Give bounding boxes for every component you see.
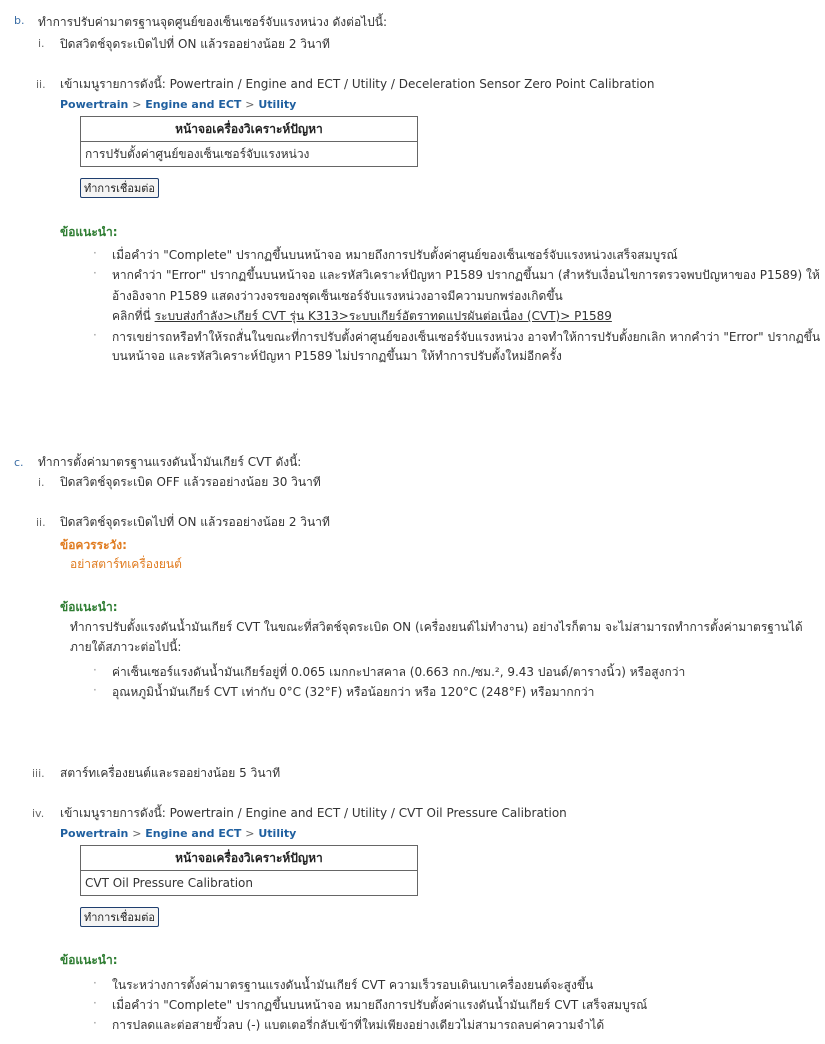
step-c-iv-text: เข้าเมนูรายการดังนี้: Powertrain / Engine and ECT / Utility / CVT Oil Pressure Calibration xyxy=(60,806,567,820)
breadcrumb-c-separator: > xyxy=(132,827,142,840)
tester-screen-table-c xyxy=(80,845,418,896)
breadcrumb-b xyxy=(60,98,296,111)
breadcrumb-b-utility[interactable]: Utility xyxy=(258,98,297,111)
step-c-i-text: ปิดสวิตช์จุดระเบิด OFF แล้วรออย่างน้อย 30 วินาที xyxy=(60,475,321,489)
note-b-3-line2: บนหน้าจอ และรหัสวิเคราะห์ปัญหา P1589 ไม่ปรากฏขึ้นมา ให้ทำการปรับตั้งใหม่อีกครั้ง xyxy=(112,349,562,363)
hint-title-c1: ข้อแนะนำ: xyxy=(60,600,118,614)
note-b-2-line1: หากคำว่า "Error" ปรากฏขึ้นบนหน้าจอ และรหัสวิเคราะห์ปัญหา P1589 ปรากฏขึ้นมา (สำหรับเงื่อนไขการตรวจพบปัญหาของ P1589) ให้ xyxy=(112,268,820,282)
step-c-iii-number: iii. xyxy=(32,767,45,780)
step-c-i-number: i. xyxy=(38,476,45,489)
table-b-row: การปรับตั้งค่าศูนย์ของเซ็นเซอร์จับแรงหน่วง xyxy=(81,142,418,167)
step-c-title: ทำการตั้งค่ามาตรฐานแรงดันน้ำมันเกียร์ CVT ดังนี้: xyxy=(38,455,302,469)
note-b-1: เมื่อคำว่า "Complete" ปรากฏขึ้นบนหน้าจอ หมายถึงการปรับตั้งค่าศูนย์ของเซ็นเซอร์จับแรงหน่วงเสร็จสมบูรณ์ xyxy=(112,248,678,262)
note-b-2-link-line xyxy=(112,307,612,326)
bullet-dot: · xyxy=(93,328,97,342)
breadcrumb-b-powertrain[interactable]: Powertrain xyxy=(60,98,129,111)
caution-title: ข้อควรระวัง: xyxy=(60,538,127,552)
note-c-2: เมื่อคำว่า "Complete" ปรากฏขึ้นบนหน้าจอ หมายถึงการปรับตั้งค่าแรงดันน้ำมันเกียร์ CVT เสร็จสมบูรณ์ xyxy=(112,998,648,1012)
p1589-link[interactable]: ระบบส่งกำลัง>เกียร์ CVT รุ่น K313>ระบบเกียร์อัตราทดแปรผันต่อเนื่อง (CVT)> P1589 xyxy=(154,309,612,323)
note-c-3: การปลดและต่อสายขั้วลบ (-) แบตเตอรี่กลับเข้าที่ใหม่เพียงอย่างเดียวไม่สามารถลบค่าความจำได้ xyxy=(112,1018,605,1032)
note-b-2-line2: อ้างอิงจาก P1589 แสดงว่าวงจรของชุดเซ็นเซอร์จับแรงหน่วงอาจมีความบกพร่องเกิดขึ้น xyxy=(112,289,563,303)
step-b-marker: b. xyxy=(14,14,25,27)
connect-button-c[interactable]: ทำการเชื่อมต่อ xyxy=(80,907,159,927)
condition-1: ค่าเซ็นเซอร์แรงดันน้ำมันเกียร์อยู่ที่ 0.065 เมกกะปาสคาล (0.663 กก./ซม.², 9.43 ปอนด์/ตารางนิ้ว) หรือสูงกว่า xyxy=(112,665,686,679)
note-b-3-line1: การเขย่ารถหรือทำให้รถสั่นในขณะที่การปรับตั้งค่าศูนย์ของเซ็นเซอร์จับแรงหน่วง อาจทำให้การปรับตั้งยกเลิก หากคำว่า "Error" ปรากฏขึ้น xyxy=(112,330,821,344)
table-c-header: หน้าจอเครื่องวิเคราะห์ปัญหา xyxy=(81,846,418,871)
bullet-dot: · xyxy=(93,246,97,260)
step-c-marker: c. xyxy=(14,456,24,469)
breadcrumb-c-separator: > xyxy=(245,827,255,840)
bullet-dot: · xyxy=(93,976,97,990)
breadcrumb-b-separator: > xyxy=(132,98,142,111)
step-b-ii-number: ii. xyxy=(36,78,46,91)
bullet-dot: · xyxy=(93,1016,97,1030)
breadcrumb-b-separator: > xyxy=(245,98,255,111)
step-b-i-number: i. xyxy=(38,37,45,50)
bullet-dot: · xyxy=(93,663,97,677)
note-c-1: ในระหว่างการตั้งค่ามาตรฐานแรงดันน้ำมันเกียร์ CVT ความเร็วรอบเดินเบาเครื่องยนต์จะสูงขึ้น xyxy=(112,978,594,992)
tester-screen-table-b xyxy=(80,116,418,167)
breadcrumb-b-engine-ect[interactable]: Engine and ECT xyxy=(145,98,242,111)
step-c-iv-number: iv. xyxy=(32,807,45,820)
step-b-title: ทำการปรับค่ามาตรฐานจุดศูนย์ของเซ็นเซอร์จับแรงหน่วง ดังต่อไปนี้: xyxy=(38,15,388,29)
connect-button-b[interactable]: ทำการเชื่อมต่อ xyxy=(80,178,159,198)
step-b-i-text: ปิดสวิตช์จุดระเบิดไปที่ ON แล้วรออย่างน้อย 2 วินาที xyxy=(60,37,330,51)
hint-title-b: ข้อแนะนำ: xyxy=(60,225,118,239)
step-b-ii-text: เข้าเมนูรายการดังนี้: Powertrain / Engine and ECT / Utility / Deceleration Sensor Zero Point Calibration xyxy=(60,77,655,91)
table-c-row: CVT Oil Pressure Calibration xyxy=(81,871,418,896)
hint-title-c2: ข้อแนะนำ: xyxy=(60,953,118,967)
caution-item: อย่าสตาร์ทเครื่องยนต์ xyxy=(70,557,182,571)
bullet-dot: · xyxy=(93,683,97,697)
step-c-ii-text: ปิดสวิตช์จุดระเบิดไปที่ ON แล้วรออย่างน้อย 2 วินาที xyxy=(60,515,330,529)
hint-c1-line2: ภายใต้สภาวะต่อไปนี้: xyxy=(70,640,182,654)
condition-2: อุณหภูมิน้ำมันเกียร์ CVT เท่ากับ 0°C (32°F) หรือน้อยกว่า หรือ 120°C (248°F) หรือมากกว่า xyxy=(112,685,595,699)
breadcrumb-c-engine-ect[interactable]: Engine and ECT xyxy=(145,827,242,840)
breadcrumb-c xyxy=(60,827,296,840)
bullet-dot: · xyxy=(93,996,97,1010)
bullet-dot: · xyxy=(93,266,97,280)
click-here-label: คลิกที่นี่ xyxy=(112,309,151,323)
breadcrumb-c-utility[interactable]: Utility xyxy=(258,827,297,840)
step-c-ii-number: ii. xyxy=(36,516,46,529)
table-b-header: หน้าจอเครื่องวิเคราะห์ปัญหา xyxy=(81,117,418,142)
step-c-iii-text: สตาร์ทเครื่องยนต์และรออย่างน้อย 5 วินาที xyxy=(60,766,281,780)
breadcrumb-c-powertrain[interactable]: Powertrain xyxy=(60,827,129,840)
hint-c1-line1: ทำการปรับตั้งแรงดันน้ำมันเกียร์ CVT ในขณะที่สวิตช์จุดระเบิด ON (เครื่องยนต์ไม่ทำงาน) อย่างไรก็ตาม จะไม่สามารถทำการตั้งค่ามาตรฐานได้ xyxy=(70,620,803,634)
